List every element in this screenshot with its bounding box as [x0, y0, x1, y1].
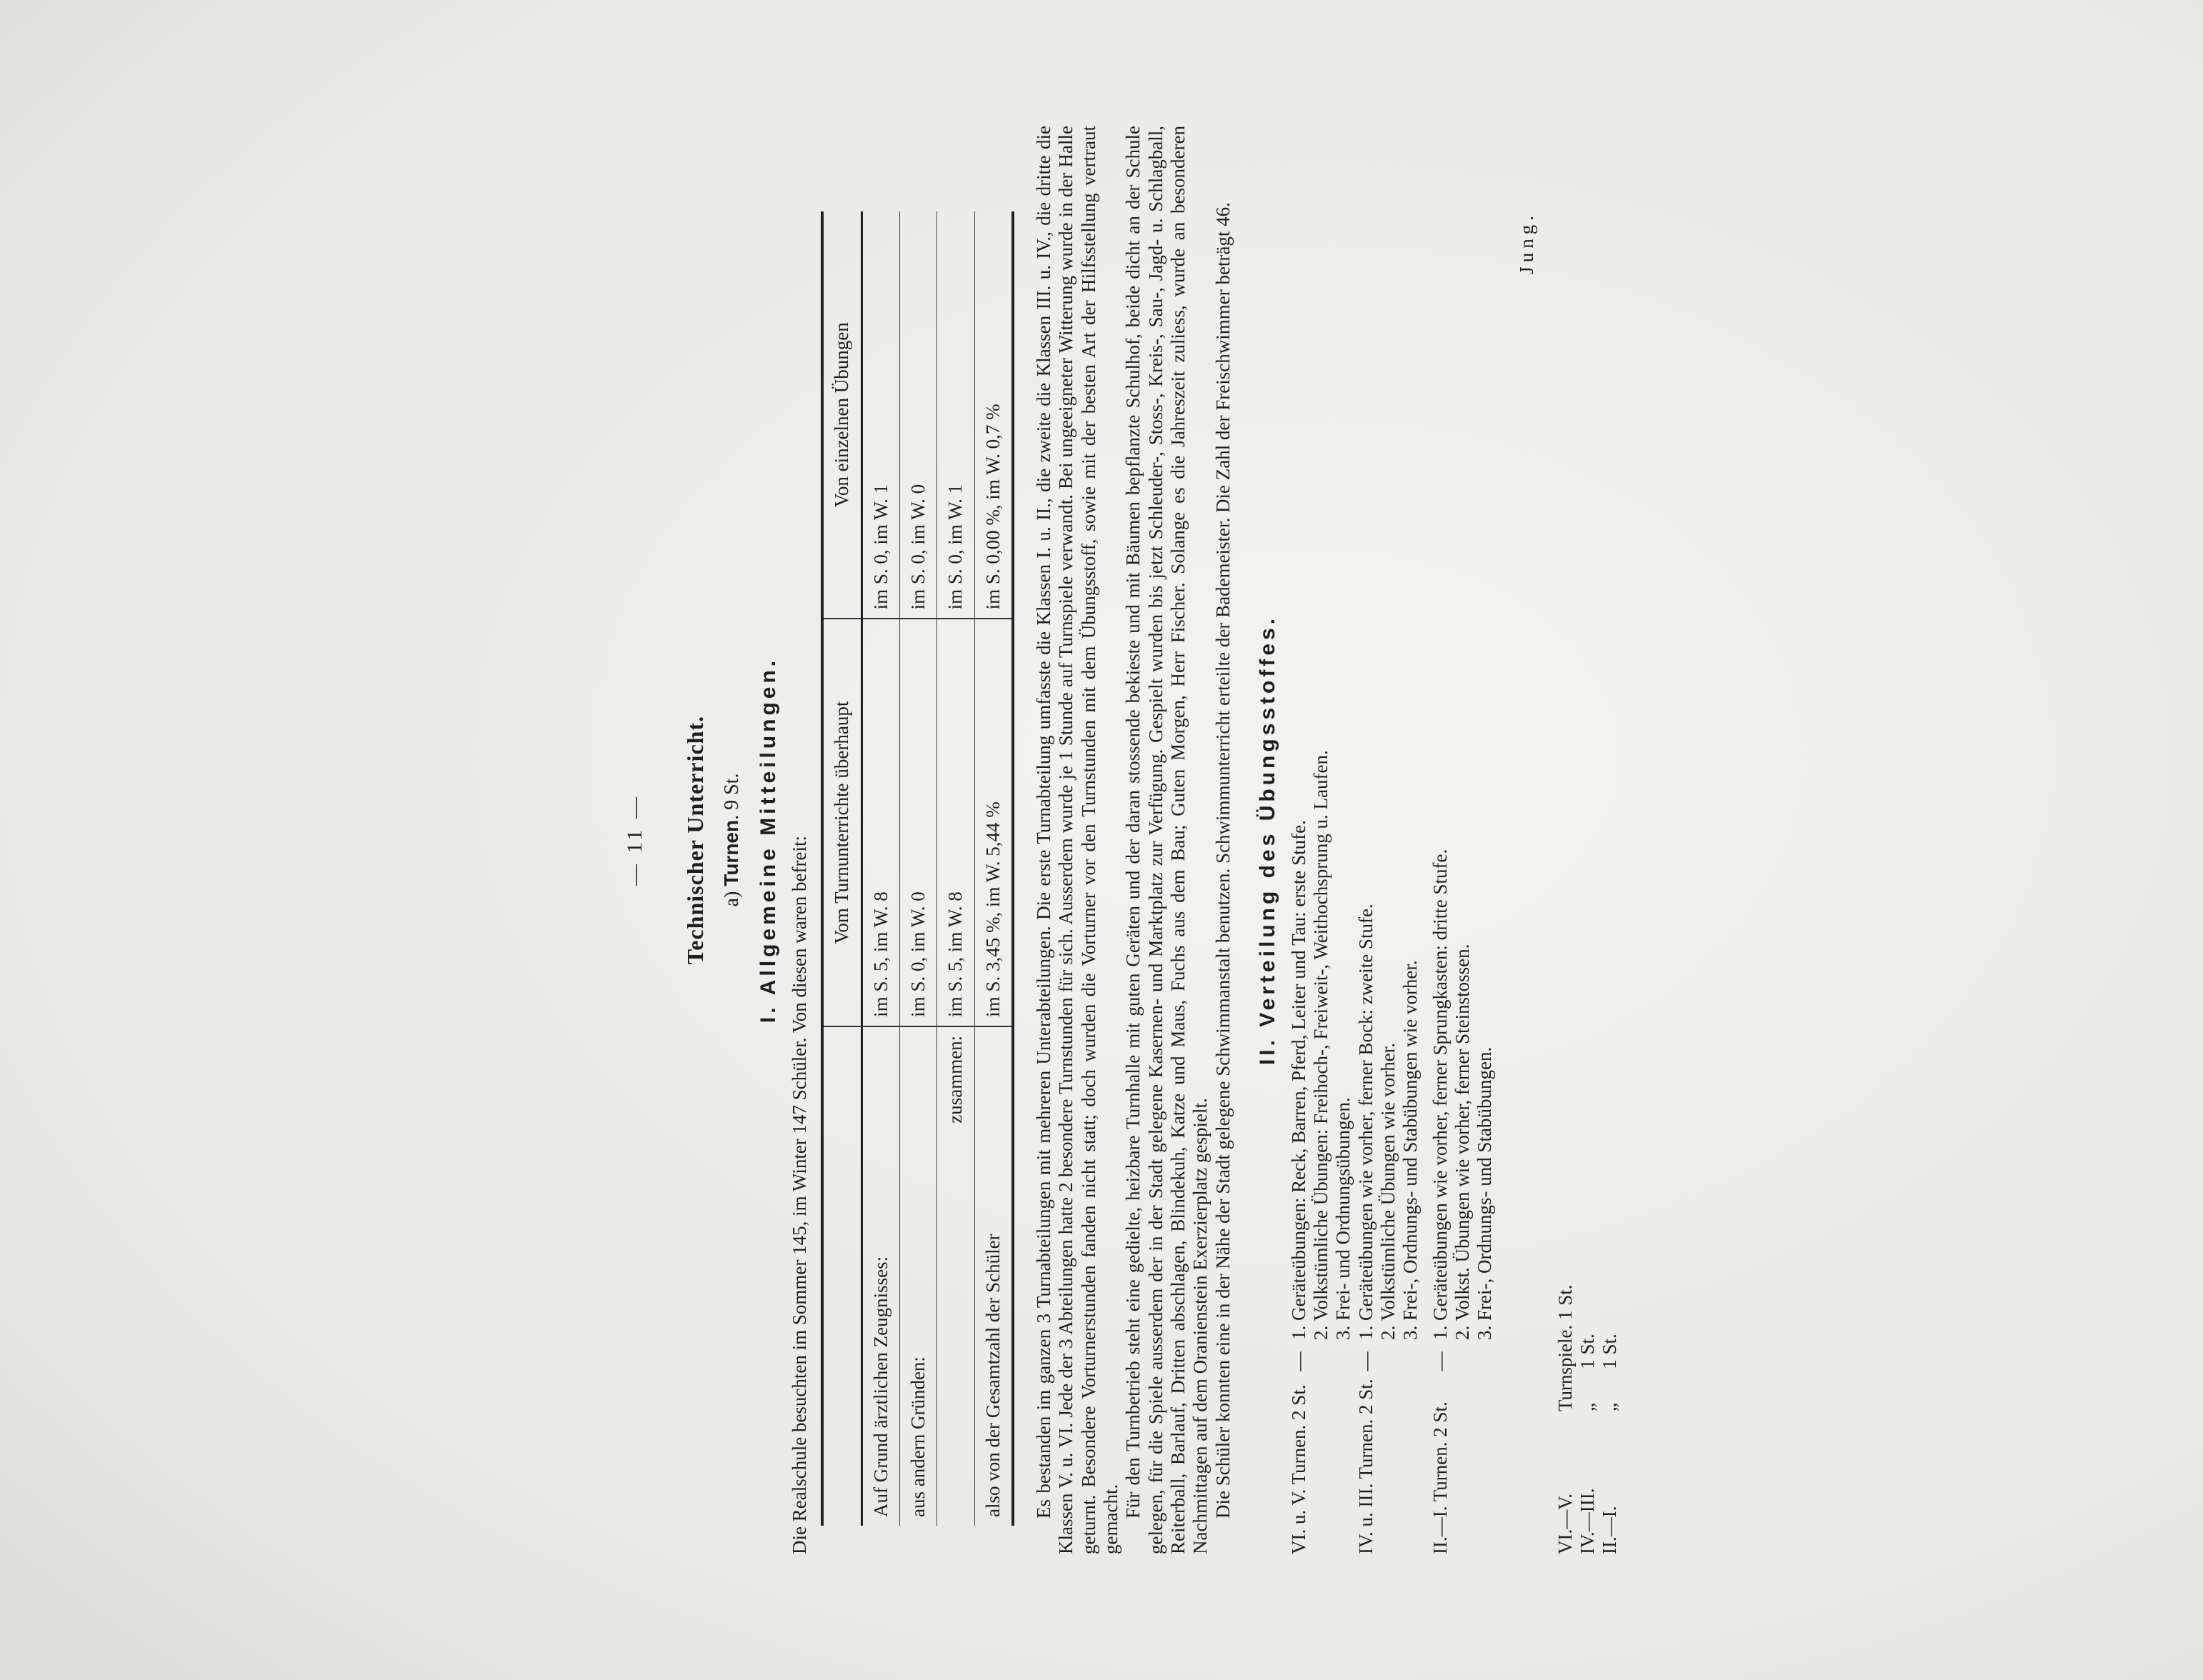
table-cell: also von der Gesamtzahl der Schüler: [974, 1026, 1013, 1526]
exercise-line: [1310, 126, 1332, 1554]
table-cell: zusammen:: [937, 1026, 974, 1526]
section2-heading: II. Verteilung des Übungsstoffes.: [1255, 614, 1279, 1066]
exercise-line: [1332, 126, 1354, 1554]
table-header-cell: Von einzelnen Übungen: [822, 211, 861, 619]
paragraph: Es bestanden im ganzen 3 Turnabteilungen mit mehreren Unterabteilungen. Die erste Turnabteilung umfasste die Klassen I. u. II., die zweite die Klassen III. u. IV., die dritte die Klassen V. u. VI. Jede der 3 Abteilungen hatte 2 besondere Turnstunden für sich. Ausserdem wurde je 1 Stunde auf Turnspiele verwandt. Bei ungeeigneter Witterung wurde in der Halle geturnt. Besondere Vorturnerstunden fanden nicht statt; doch wurden die Vorturner vor den Turnstunden mit dem Übungsstoff, sowie mit der besten Art der Hilfsstellung vertraut gemacht.: [1033, 126, 1122, 1554]
dash: —: [1429, 1351, 1451, 1371]
turnspiele-line: [1599, 126, 1621, 1554]
table-cell: im S. 0, im W. 1: [937, 211, 974, 619]
group-label: IV. u. III. Turnen. 2 St.: [1354, 1379, 1377, 1554]
table-header-cell: Vom Turnunterrichte überhaupt: [822, 619, 861, 1026]
exercise-item: 1. Geräteübungen: Reck, Barren, Pferd, Leiter und Tau: erste Stufe.: [1287, 820, 1309, 1340]
exercise-group: [1288, 126, 1355, 1554]
section1-heading: I. Allgemeine Mitteilungen.: [756, 656, 781, 1024]
page-number: — 11 —: [623, 794, 646, 886]
exercise-line: [1399, 126, 1422, 1554]
paragraph: Für den Turnbetrieb steht eine gedielte, heizbare Turnhalle mit guten Geräten und der daran stossende bekieste und mit Bäumen bepflanzte Schulhof, beide dicht an der Schule gelegen, für die Spiele ausserdem der in der Stadt gelegene Kasernen- und Marktplatz zur Verfügung. Gespielt wurden bis jetzt Schleuder-, Stoss-, Kreis-, Sau-, Jagd- u. Schlagball, Reiterball, Barlauf, Dritten abschlagen, Blindekuh, Katze und Maus, Fuchs aus dem Bau; Guten Morgen, Herr Fischer. Solange es die Jahreszeit zuliess, wurde an besonderen Nachmittagen auf dem Oranienstein Exerzierplatz gespielt.: [1122, 126, 1212, 1554]
table-row: [861, 211, 899, 1526]
table-row: [937, 211, 974, 1526]
turnspiele-line: [1554, 126, 1577, 1554]
table-cell: im S. 3,45 %, im W. 5,44 %: [974, 619, 1013, 1026]
table-cell: im S. 5, im W. 8: [937, 619, 974, 1026]
exercise-line: [1377, 126, 1399, 1554]
turnen-suffix: . 9 St.: [720, 773, 743, 820]
exercise-item: 1. Geräteübungen wie vorher, ferner Sprungkasten: dritte Stufe.: [1429, 849, 1451, 1340]
exercise-line: [1474, 126, 1496, 1554]
table-cell: Auf Grund ärztlichen Zeugnisses:: [861, 1026, 899, 1526]
exercise-item: 2. Volkstümliche Übungen: Freihoch-, Freiweit-, Weithochsprung u. Laufen.: [1309, 750, 1332, 1340]
rotated-document-page: [623, 126, 1621, 1554]
group-label: VI. u. V. Turnen. 2 St.: [1287, 1384, 1309, 1554]
table-header-cell: [822, 1026, 861, 1526]
dash: —: [1354, 1351, 1377, 1371]
table-cell: im S. 0, im W. 0: [900, 619, 937, 1026]
turnspiele-label: VI.—V.: [1554, 1493, 1576, 1554]
dash: —: [1287, 1351, 1309, 1371]
section1-intro: Die Realschule besuchten im Sommer 145, im Winter 147 Schüler. Von diesen waren befreit:: [789, 836, 811, 1554]
turnspiele-text: „ 1 St.: [1599, 1334, 1621, 1411]
turnspiele-label: IV.—III.: [1577, 1488, 1599, 1554]
turnspiele-list: [1554, 126, 1622, 1554]
table-cell: im S. 5, im W. 8: [861, 619, 899, 1026]
exercise-line: [1355, 126, 1377, 1554]
turnspiele-text: „ 1 St.: [1577, 1334, 1599, 1411]
turnen-label: Turnen: [719, 819, 742, 886]
table-header-row: [822, 211, 861, 1526]
exercise-line: [1429, 126, 1452, 1554]
exercise-item: 2. Volkstümliche Übungen wie vorher.: [1377, 1043, 1399, 1340]
exercise-item: 3. Frei- und Ordnungsübungen.: [1332, 1097, 1354, 1340]
turnspiele-line: [1577, 126, 1599, 1554]
table-cell: aus andern Gründen:: [900, 1026, 937, 1526]
exercise-line: [1288, 126, 1310, 1554]
turnspiele-label: II.—I.: [1599, 1506, 1621, 1554]
group-label: II.—I. Turnen. 2 St.: [1429, 1401, 1451, 1554]
turnen-heading: [720, 126, 744, 1554]
table-row: [974, 211, 1013, 1526]
paragraph: Die Schüler konnten eine in der Nähe der Stadt gelegene Schwimmanstalt benutzen. Schwimmunterricht erteilte der Bademeister. Die Zahl der Freischwimmer beträgt 46.: [1212, 202, 1234, 1519]
exercise-group: [1355, 126, 1422, 1554]
exercise-item: 2. Volkst. Übungen wie vorher, ferner Steinstossen.: [1451, 944, 1473, 1340]
exercise-group: [1429, 126, 1497, 1554]
exercise-line: [1452, 126, 1474, 1554]
exemption-table: [821, 211, 1014, 1526]
table-row: [900, 211, 937, 1526]
exercise-item: 1. Geräteübungen wie vorher, ferner Bock: zweite Stufe.: [1354, 904, 1377, 1340]
table-cell: im S. 0, im W. 0: [900, 211, 937, 619]
turnen-prefix: a): [720, 886, 743, 907]
table-cell: im S. 0, im W. 1: [861, 211, 899, 619]
page-title: Technischer Unterricht.: [681, 715, 708, 965]
table-cell: im S. 0,00 %, im W. 0,7 %: [974, 211, 1013, 619]
signature: Jung.: [1516, 211, 1538, 274]
turnspiele-text: Turnspiele. 1 St.: [1554, 1284, 1576, 1411]
exercise-item: 3. Frei-, Ordnungs- und Stabübungen.: [1474, 1046, 1496, 1340]
exercise-item: 3. Frei-, Ordnungs- und Stabübungen wie vorher.: [1399, 960, 1422, 1340]
